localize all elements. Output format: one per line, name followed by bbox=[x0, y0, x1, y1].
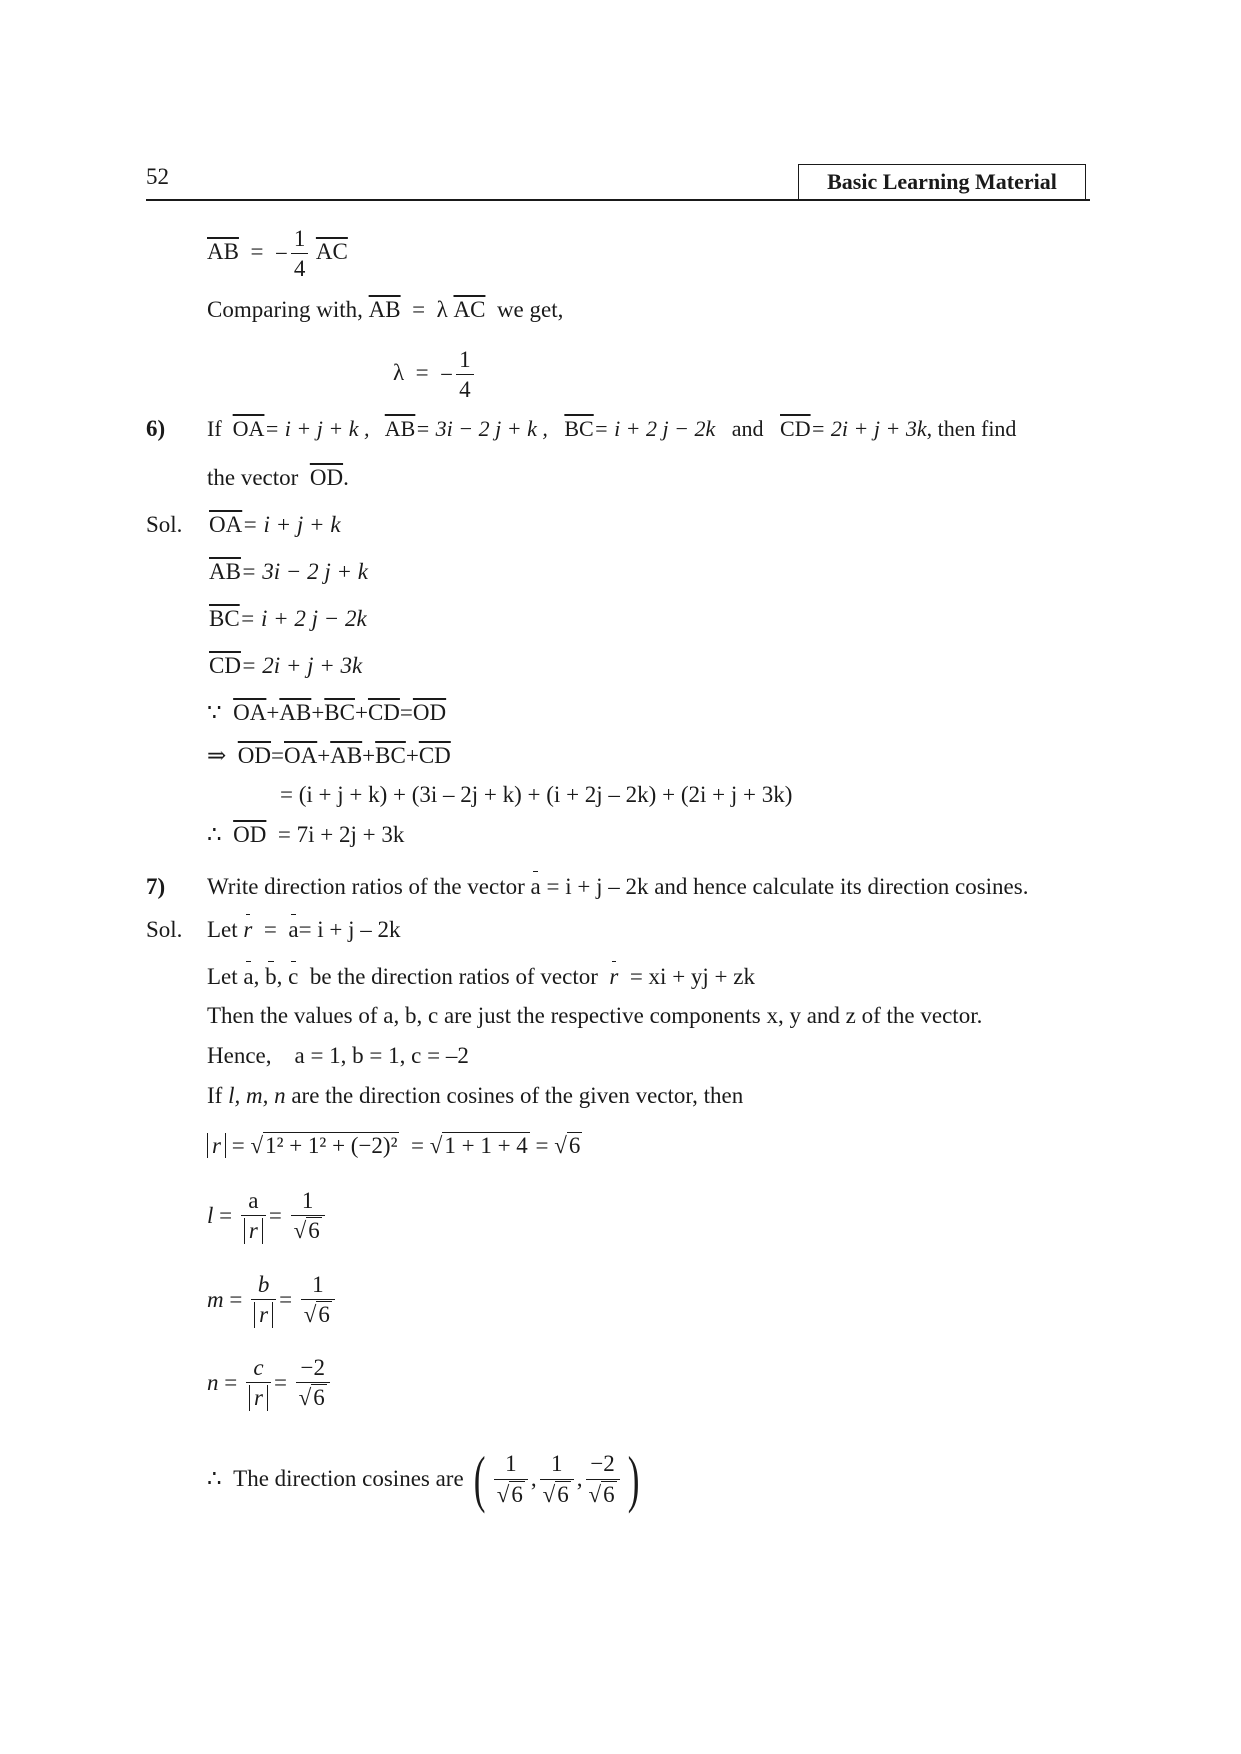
question-6-text-line2: the vector $\overline{OD}$. bbox=[207, 465, 349, 490]
sol6-line-oa: $\overline{OA}= i + j + k$ bbox=[209, 512, 341, 537]
sol6-sum-equation: ∵ $\overline{OA}+\overline{AB}+\overline{BC}+\overline{CD}=\overline{OD}$ bbox=[207, 700, 447, 725]
equation-ab-ac: $\overline{AB}$ = − $\frac{1}{4}$ $\overline{AC}$ bbox=[207, 226, 348, 282]
page-title: Basic Learning Material bbox=[798, 164, 1086, 200]
sol7-m-cosine: m = $\frac{b}{r}$ = $\frac{1}{√6}$ bbox=[207, 1272, 338, 1328]
sol7-let-line: Let r = a= i + j – 2k bbox=[207, 917, 401, 942]
solution-7-label: Sol. bbox=[146, 917, 183, 942]
header-divider bbox=[146, 199, 1090, 201]
sol7-if-dc: If l, m, n are the direction cosines of the given vector, then bbox=[207, 1083, 744, 1108]
sol7-n-cosine: n = $\frac{c}{r}$ = $\frac{-2}{√6}$ bbox=[207, 1355, 333, 1411]
sol6-expanded: = (i + j + k) + (3i – 2j + k) + (i + 2j – 2k) + (2i + j + 3k) bbox=[280, 782, 793, 807]
lambda-result: λ = − $\frac{1}{4}$ bbox=[393, 347, 477, 403]
sol7-hence-line: Hence, a = 1, b = 1, c = –2 bbox=[207, 1043, 469, 1068]
page-number: 52 bbox=[146, 164, 169, 189]
sol6-result: ∴ $\overline{OD} = 7i + 2j + 3k$ bbox=[207, 822, 405, 847]
sol6-line-bc: $\overline{BC}= i + 2$ j − 2k bbox=[209, 606, 367, 631]
sol6-line-cd: $\overline{CD}= 2i + j + 3k$ bbox=[209, 653, 363, 678]
question-7-text: Write direction ratios of the vector a = i + j – 2k and hence calculate its direction cosines. bbox=[207, 874, 1029, 899]
comparing-line: Comparing with, $\overline{AB} = \lambda$ $\overline{AC}$ we get, bbox=[207, 297, 564, 322]
sol7-direction-ratios: Let a, b, c be the direction ratios of vector r = xi + yj + zk bbox=[207, 964, 755, 989]
question-7-number: 7) bbox=[146, 874, 166, 899]
sol7-conclusion: ∴ The direction cosines are ( $\frac{1}{√6}$ , $\frac{1}{√6}$ , $\frac{-2}{√6}$ ) bbox=[207, 1443, 640, 1514]
question-6-text: If $\overline{OA}= i + j + k$ , $\overline{AB}= 3i - 2$ j + k , $\overline{BC}= i + 2$ j − 2k and $\overline{CD}= 2i + j + 3k$, then find bbox=[207, 416, 1017, 441]
question-6-number: 6) bbox=[146, 416, 166, 441]
sol6-od-equation: ⇒ $\overline{OD}=\overline{OA}+\overline{AB}+\overline{BC}+\overline{CD}$ bbox=[207, 743, 451, 768]
sol7-then-text: Then the values of a, b, c are just the respective components x, y and z of the vector. bbox=[207, 1003, 983, 1028]
sol6-line-ab: $\overline{AB}= 3i - 2$ j + k bbox=[209, 559, 369, 584]
sol7-l-cosine: l = $\frac{a}{r}$ = $\frac{1}{√6}$ bbox=[207, 1188, 328, 1244]
solution-6-label: Sol. bbox=[146, 512, 183, 537]
sol7-magnitude: r = √1² + 1² + (−2)² = √1 + 1 + 4 = √6 bbox=[207, 1133, 582, 1159]
